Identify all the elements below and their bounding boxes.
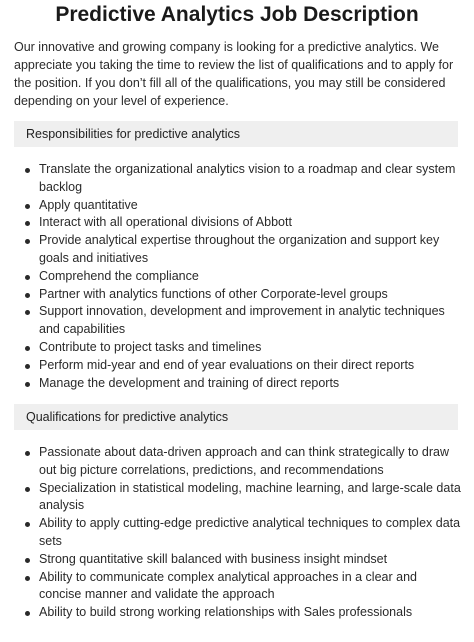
bullet-icon (25, 239, 30, 244)
list-item (22, 551, 462, 569)
bullet-icon (25, 310, 30, 315)
list-item (22, 268, 462, 286)
list-item-text: Manage the development and training of direct reports (39, 375, 340, 390)
list-item-text: Apply quantitative (39, 197, 138, 212)
list-item (22, 480, 462, 516)
list-item-text: Interact with all operational divisions of Abbott (39, 215, 292, 230)
bullet-icon (25, 346, 30, 351)
list-item-text: Strong quantitative skill balanced with business insight mindset (39, 551, 388, 566)
list-item-text: Passionate about data-driven approach and can think strategically to draw out big picture correlations, predictions, and recommendations (39, 445, 449, 477)
list-item (22, 161, 462, 197)
list-item-text: Perform mid-year and end of year evaluations on their direct reports (39, 357, 415, 372)
bullet-icon (25, 576, 30, 581)
bullet-icon (25, 487, 30, 492)
qualifications-heading: Qualifications for predictive analytics (14, 404, 458, 430)
bullet-icon (25, 611, 30, 616)
bullet-icon (25, 204, 30, 209)
qualifications-list (22, 444, 462, 622)
bullet-icon (25, 221, 30, 226)
bullet-icon (25, 451, 30, 456)
list-item-text: Translate the organizational analytics vision to a roadmap and clear system backlog (39, 162, 456, 194)
page-title: Predictive Analytics Job Description (55, 3, 419, 26)
list-item (22, 604, 462, 622)
list-item-text: Provide analytical expertise throughout the organization and support key goals and initiatives (39, 233, 440, 265)
intro-paragraph: Our innovative and growing company is looking for a predictive analytics. We appreciate you taking the time to review the list of qualifications and to apply for the position. If you don’t fill all of the qualifications, you may still be considered depending on your level of experience. (14, 40, 454, 108)
list-item (22, 339, 462, 357)
responsibilities-heading: Responsibilities for predictive analytics (14, 121, 458, 147)
list-item (22, 569, 462, 605)
bullet-icon (25, 522, 30, 527)
list-item-text: Ability to apply cutting-edge predictive analytical techniques to complex data sets (39, 516, 461, 548)
responsibilities-list (22, 161, 462, 392)
list-item (22, 515, 462, 551)
list-item (22, 303, 462, 339)
bullet-icon (25, 168, 30, 173)
list-item (22, 375, 462, 393)
bullet-icon (25, 364, 30, 369)
list-item-text: Comprehend the compliance (39, 268, 199, 283)
list-item-text: Support innovation, development and improvement in analytic techniques and capabilities (39, 304, 445, 337)
list-item-text: Ability to build strong working relationships with Sales professionals (39, 605, 413, 620)
list-item-text: Specialization in statistical modeling, machine learning, and large-scale data analysis (39, 480, 461, 513)
list-item (22, 444, 462, 480)
list-item (22, 357, 462, 375)
list-item (22, 232, 462, 268)
list-item (22, 286, 462, 304)
bullet-icon (25, 558, 30, 563)
list-item-text: Partner with analytics functions of other Corporate-level groups (39, 286, 388, 301)
list-item (22, 197, 462, 215)
list-item-text: Contribute to project tasks and timelines (39, 339, 262, 354)
list-item (22, 214, 462, 232)
bullet-icon (25, 293, 30, 298)
list-item-text: Ability to communicate complex analytical approaches in a clear and concise manner and validate the approach (39, 569, 417, 602)
bullet-icon (25, 382, 30, 387)
bullet-icon (25, 275, 30, 280)
